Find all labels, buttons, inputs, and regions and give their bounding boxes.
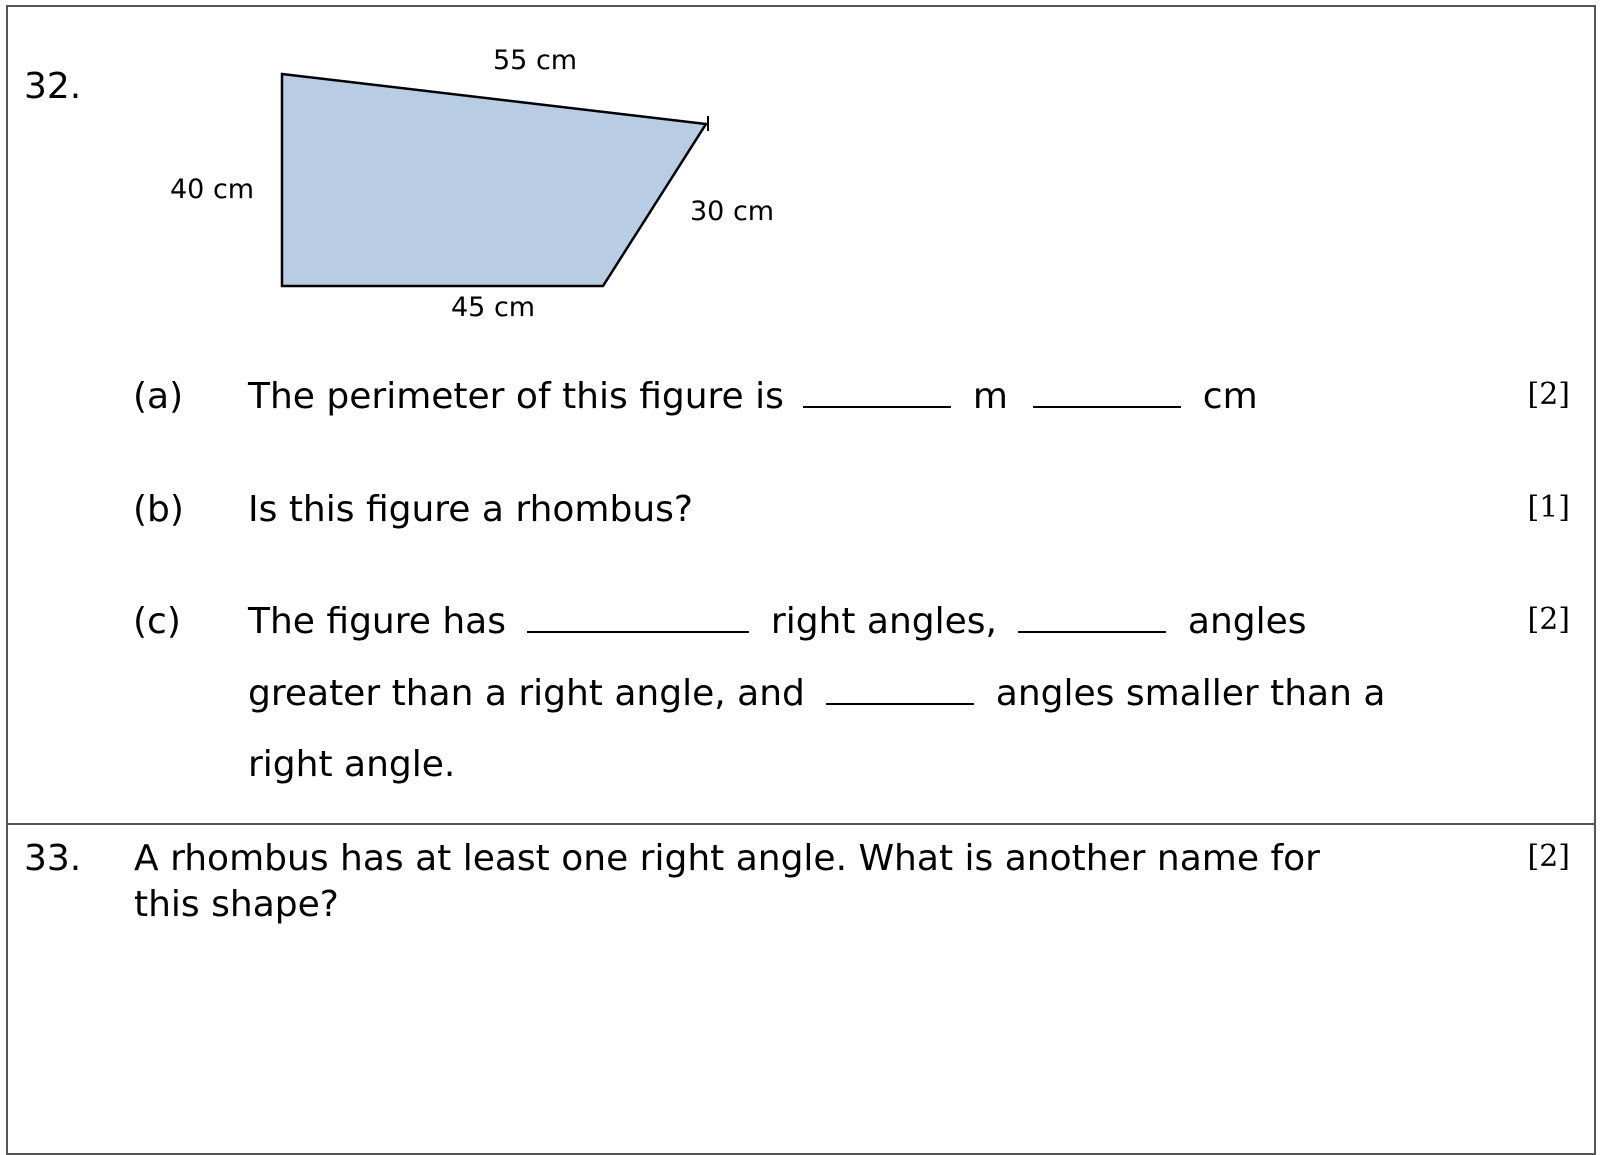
- part-c-text-1: The figure has: [248, 601, 506, 642]
- part-b-marks: [1]: [1527, 490, 1570, 525]
- part-c-text-2: right angles,: [770, 601, 997, 642]
- dimension-right: 30 cm: [690, 196, 775, 227]
- part-a-marks: [2]: [1527, 377, 1570, 412]
- part-c-label: (c): [133, 601, 181, 642]
- question-33-marks: [2]: [1527, 839, 1570, 874]
- question-33-line-1: A rhombus has at least one right angle. What is another name for: [134, 838, 1320, 879]
- part-c-text-5: angles smaller than a: [995, 673, 1386, 714]
- unit-meters: m: [972, 376, 1008, 417]
- dimension-left: 40 cm: [170, 174, 255, 205]
- question-32-number: 32.: [24, 66, 82, 107]
- question-33-number: 33.: [24, 838, 82, 879]
- answer-blank-centimeters[interactable]: [1033, 380, 1181, 408]
- answer-blank-meters[interactable]: [803, 380, 951, 408]
- part-a-question: [248, 376, 1258, 417]
- answer-blank-right-angles[interactable]: [527, 605, 749, 633]
- part-c-text-3: angles: [1187, 601, 1307, 642]
- part-a-label: (a): [133, 376, 184, 417]
- answer-blank-acute-angles[interactable]: [826, 677, 974, 705]
- part-c-line-1: [248, 601, 1307, 642]
- part-c-line-3: right angle.: [248, 744, 456, 785]
- answer-blank-obtuse-angles[interactable]: [1018, 605, 1166, 633]
- dimension-top: 55 cm: [493, 45, 578, 76]
- quadrilateral-shape: [282, 74, 706, 286]
- part-c-line-2: [248, 673, 1385, 714]
- part-b-question: Is this figure a rhombus?: [248, 489, 694, 530]
- part-c-marks: [2]: [1527, 602, 1570, 637]
- part-a-text: The perimeter of this figure is: [248, 376, 784, 417]
- unit-centimeters: cm: [1202, 376, 1258, 417]
- question-33-line-2: this shape?: [134, 884, 339, 925]
- part-b-label: (b): [133, 489, 184, 530]
- dimension-bottom: 45 cm: [451, 292, 536, 323]
- part-c-text-4: greater than a right angle, and: [248, 673, 805, 714]
